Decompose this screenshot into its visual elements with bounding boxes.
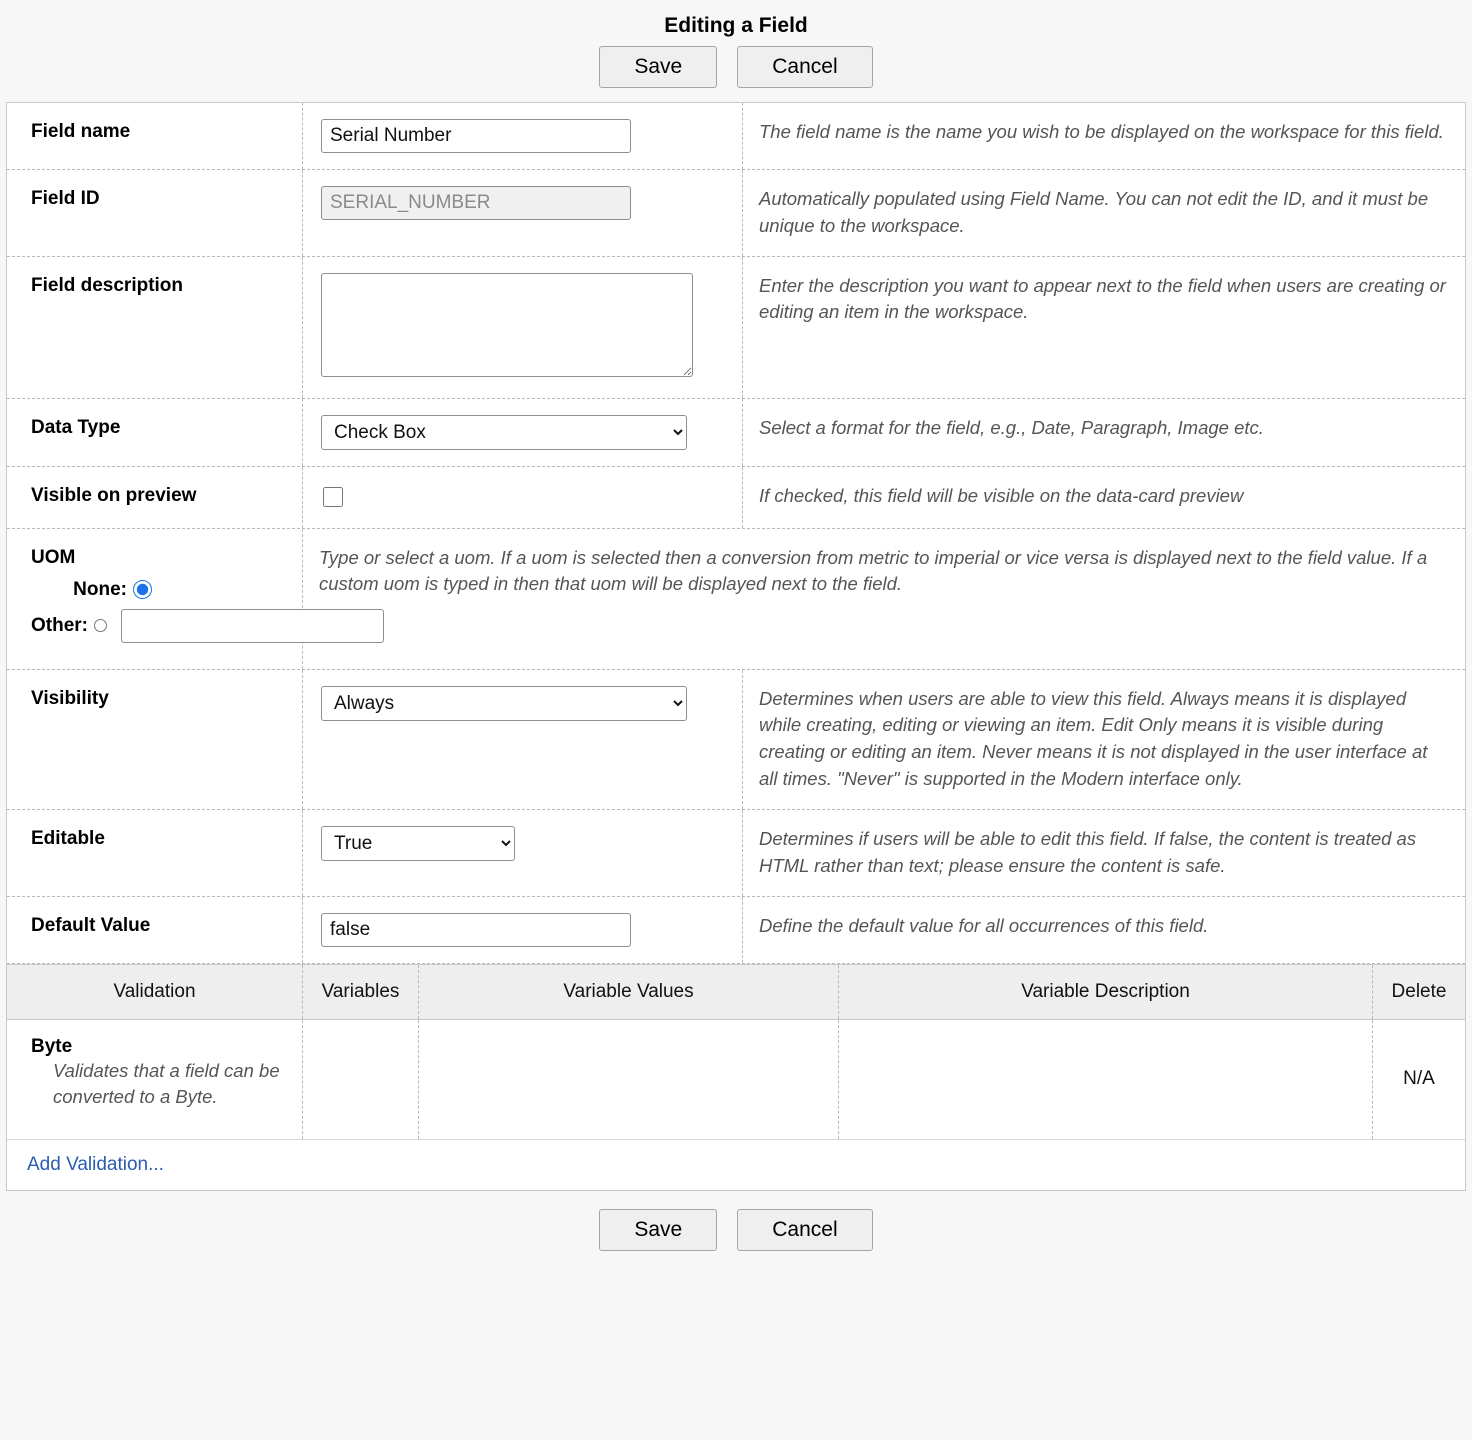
row-visibility [7,670,1465,810]
visibility-help: Determines when users are able to view this field. Always means it is displayed while creating, editing or viewing an item. Edit Only means it is visible during creating or editing an item. Never means it is not displayed in the user interface at all times. "Never" is supported in the Modern interface only. [759,687,1428,790]
add-validation-link[interactable]: Add Validation... [7,1140,1465,1190]
uom-other-radio[interactable] [94,616,107,635]
validation-name: Byte [31,1035,73,1057]
save-button-bottom[interactable]: Save [599,1209,717,1251]
row-visible-on-preview [7,467,1465,529]
default-value-control [303,897,743,963]
field-name-help: The field name is the name you wish to be displayed on the workspace for this field. [759,121,1444,142]
row-field-description [7,257,1465,399]
cancel-button-top[interactable]: Cancel [737,46,872,88]
field-description-label: Field description [7,257,303,398]
uom-label-cell [7,529,303,669]
validation-column-header: Validation [7,965,303,1019]
field-editor-form [6,102,1466,1191]
cancel-button-bottom[interactable]: Cancel [737,1209,872,1251]
field-id-help: Automatically populated using Field Name. You can not edit the ID, and it must be unique to the workspace. [759,188,1429,236]
validation-table-header [7,964,1465,1020]
editable-control [303,810,743,896]
data-type-control [303,399,743,466]
visible-on-preview-label: Visible on preview [7,467,303,528]
default-value-help: Define the default value for all occurrences of this field. [759,914,1209,936]
field-name-label: Field name [7,103,303,169]
variable-description-cell [839,1020,1373,1139]
visibility-select[interactable] [321,686,687,721]
uom-options [31,579,302,643]
field-name-control [303,103,743,169]
validation-cell [7,1020,303,1139]
data-type-label: Data Type [7,399,303,466]
top-button-bar [0,46,1472,102]
field-id-input [321,186,631,220]
uom-none-label: None: [73,578,127,600]
visible-on-preview-checkbox[interactable] [323,487,343,507]
row-data-type [7,399,1465,467]
field-description-help: Enter the description you want to appear next to the field when users are creating or editing an item in the workspace. [759,274,1446,323]
delete-column-header: Delete [1391,980,1447,1002]
variable-description-column-header: Variable Description [839,965,1373,1019]
uom-label: UOM [31,546,76,568]
save-button-top[interactable]: Save [599,46,717,88]
uom-other-line [31,609,302,643]
row-field-name [7,103,1465,170]
field-description-textarea[interactable] [321,273,693,377]
field-id-control [303,170,743,256]
visibility-control [303,670,743,809]
bottom-button-bar [0,1191,1472,1273]
default-value-label: Default Value [7,897,303,963]
visible-on-preview-help: If checked, this field will be visible on the data-card preview [759,484,1244,506]
table-row [7,1020,1465,1140]
variables-column-header: Variables [303,965,419,1019]
editable-label: Editable [7,810,303,896]
variables-cell [303,1020,419,1139]
row-field-id [7,170,1465,257]
visibility-label: Visibility [7,670,303,809]
variable-values-column-header: Variable Values [419,965,839,1019]
validation-description: Validates that a field can be converted to a Byte. [53,1059,280,1108]
visible-on-preview-control [303,467,743,528]
editable-select[interactable] [321,826,515,861]
uom-none-radio[interactable] [133,580,152,599]
field-name-input[interactable] [321,119,631,153]
row-editable [7,810,1465,897]
data-type-select[interactable] [321,415,687,450]
variable-values-cell [419,1020,839,1139]
delete-cell: N/A [1403,1068,1435,1089]
uom-none-line [31,579,302,601]
field-id-label: Field ID [7,170,303,256]
field-description-control [303,257,743,398]
uom-other-label: Other: [31,614,88,636]
uom-help: Type or select a uom. If a uom is selected then a conversion from metric to imperial or vice versa is displayed next to the field value. If a custom uom is typed in then that uom will be displayed next to the field. [319,546,1428,595]
editable-help: Determines if users will be able to edit this field. If false, the content is treated as HTML rather than text; please ensure the content is safe. [759,827,1417,876]
row-default-value [7,897,1465,964]
page-title: Editing a Field [664,14,808,37]
default-value-input[interactable] [321,913,631,947]
row-uom [7,529,1465,670]
data-type-help: Select a format for the field, e.g., Date, Paragraph, Image etc. [759,416,1264,438]
